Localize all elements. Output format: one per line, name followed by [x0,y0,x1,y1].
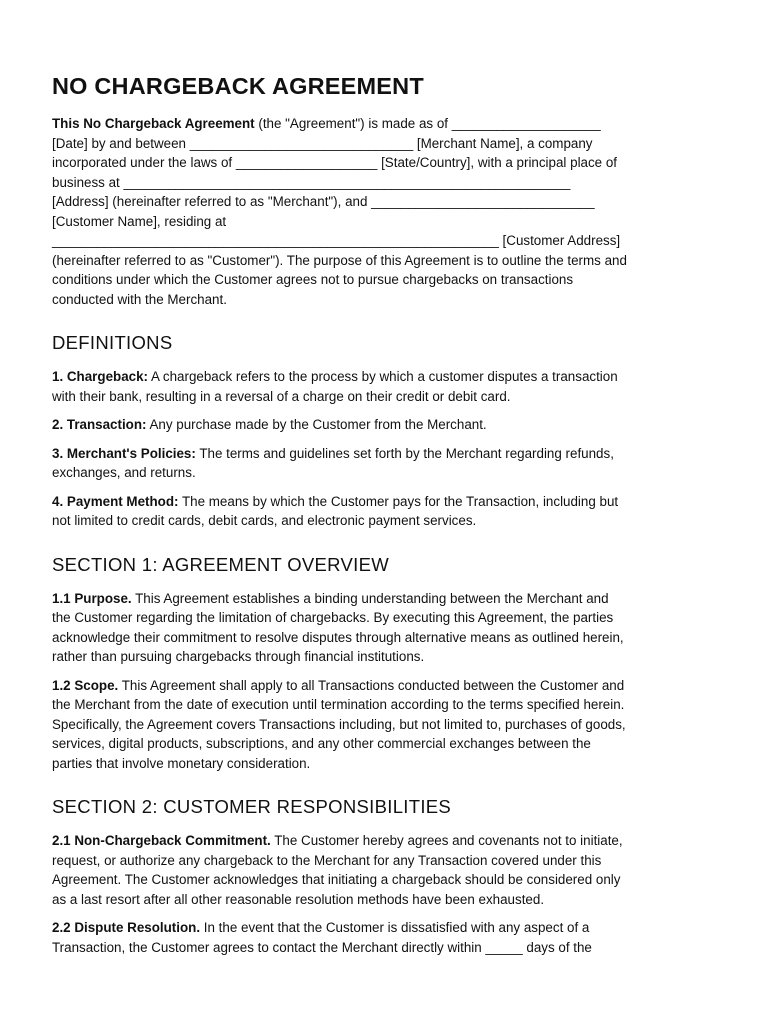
definition-term: 2. Transaction: [52,417,147,432]
definition-item: 2. Transaction: Any purchase made by the Customer from the Merchant. [52,417,487,432]
definition-item: 3. Merchant's Policies: The terms and guidelines set forth by the Merchant regarding refunds, exchanges, and returns. [52,445,614,480]
section1-clause: 1.2 Scope. This Agreement shall apply to all Transactions conducted between the Customer and the Merchant from the date of execution until termination according to the terms specified herein. Specifically, the Agreement covers Transactions including, but not limited to, purchases of goods, services, digital products, subscriptions, and any other commercial exchanges between the parties that involve monetary consideration. [52,677,626,771]
clause-term: 1.2 Scope. [52,677,119,693]
document-page [52,72,720,966]
clause-term: 1.1 Purpose. [52,590,132,606]
intro-paragraph: This No Chargeback Agreement (the "Agreement") is made as of ____________________ [Date] by and between ______________________________ [Merchant Name], a company incorporated under the laws of ___________________ [State/Country], with a principal place of business at ____________________________________________________________ [Address] (hereinafter referred to as "Merchant"), and ______________________________ [Customer Name], residing at ____________________________________________________________ [Customer Address] (hereinafter referred to as "Customer"). The purpose of this Agreement is to outline the terms and conditions under which the Customer agrees not to pursue chargebacks on transactions conducted with the Merchant. [52,116,627,307]
section2-clause: 2.2 Dispute Resolution. In the event that the Customer is dissatisfied with any aspect of a Transaction, the Customer agrees to contact the Merchant directly within _____ days of the [52,920,592,955]
clause-term: 2.1 Non-Chargeback Commitment. [52,833,271,848]
definition-term: 4. Payment Method: [52,493,179,509]
clause-term: 2.2 Dispute Resolution. [52,920,201,935]
document-title: NO CHARGEBACK AGREEMENT [52,73,424,99]
definition-item: 4. Payment Method: The means by which the Customer pays for the Transaction, including but not limited to credit cards, debit cards, and electronic payment services. [52,493,619,528]
section1-clause: 1.1 Purpose. This Agreement establishes a binding understanding between the Merchant and the Customer regarding the limitation of chargebacks. By executing this Agreement, the parties acknowledge their commitment to resolve disputes through alternative means as outlined herein, rather than pursuing chargebacks through financial institutions. [52,590,624,664]
section2-heading: SECTION 2: CUSTOMER RESPONSIBILITIES [52,796,452,817]
definition-term: 1. Chargeback: [52,369,149,384]
section2-clause: 2.1 Non-Chargeback Commitment. The Customer hereby agrees and covenants not to initiate, request, or authorize any chargeback to the Merchant for any Transaction covered under this Agreement. The Customer acknowledges that initiating a chargeback should be considered only as a last resort after all other reasonable resolution methods have been exhausted. [52,833,623,907]
definition-term: 3. Merchant's Policies: [52,445,196,461]
definition-item: 1. Chargeback: A chargeback refers to the process by which a customer disputes a transaction with their bank, resulting in a reversal of a charge on their credit or debit card. [52,369,618,404]
intro-lead: This No Chargeback Agreement [52,116,255,131]
definitions-heading: DEFINITIONS [52,332,173,353]
section1-heading: SECTION 1: AGREEMENT OVERVIEW [52,553,389,575]
